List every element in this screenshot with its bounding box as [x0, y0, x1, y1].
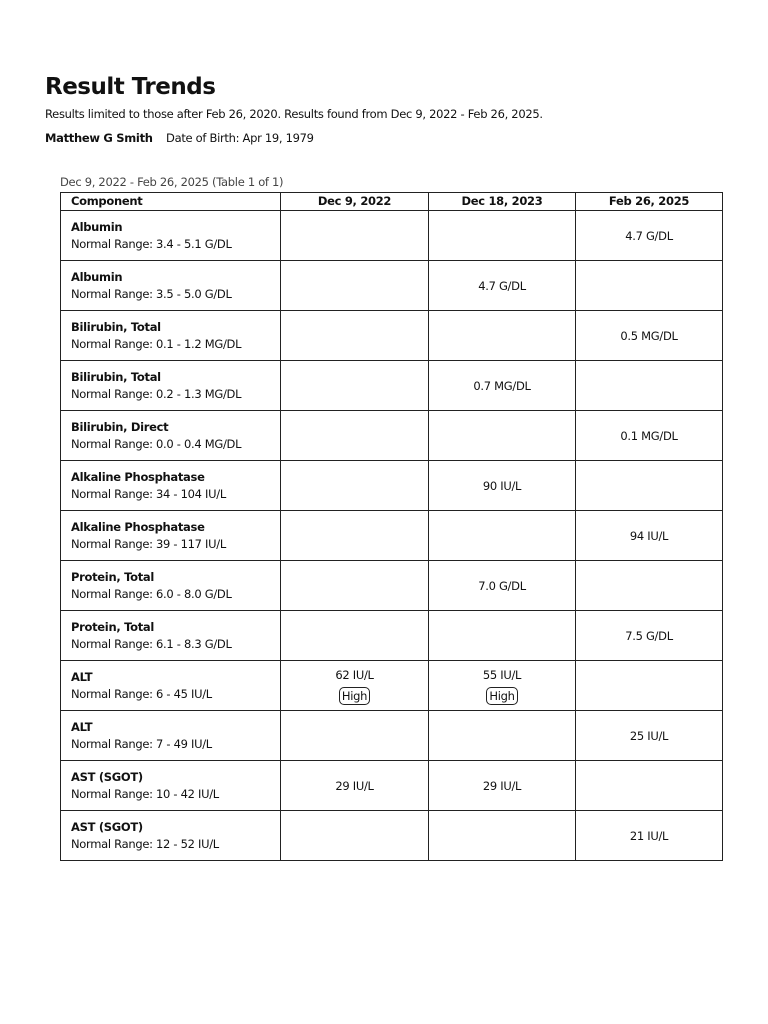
component-cell [61, 261, 281, 311]
result-cell [429, 511, 576, 561]
result-cell [576, 361, 723, 411]
header-date-2: Dec 18, 2023 [429, 193, 576, 211]
component-cell [61, 311, 281, 361]
component-cell [61, 411, 281, 461]
result-cell [576, 561, 723, 611]
table-row [61, 611, 723, 661]
result-cell [281, 461, 429, 511]
header-component: Component [61, 193, 281, 211]
normal-range: Normal Range: 0.2 - 1.3 MG/DL [71, 386, 242, 401]
patient-name: Matthew G Smith [45, 131, 153, 145]
result-cell [429, 811, 576, 861]
table-row [61, 311, 723, 361]
result-value: 4.7 G/DL [478, 278, 526, 293]
component-name: ALT [71, 719, 93, 734]
normal-range: Normal Range: 34 - 104 IU/L [71, 486, 226, 501]
result-value: 29 IU/L [482, 778, 522, 793]
result-cell [576, 261, 723, 311]
normal-range: Normal Range: 3.4 - 5.1 G/DL [71, 236, 232, 251]
result-cell [281, 811, 429, 861]
component-name: ALT [71, 669, 93, 684]
result-value: 0.1 MG/DL [620, 428, 678, 443]
high-flag-badge: High [486, 687, 517, 705]
result-cell [429, 711, 576, 761]
component-cell [61, 511, 281, 561]
result-value: 55 IU/L [482, 668, 522, 682]
normal-range: Normal Range: 10 - 42 IU/L [71, 786, 219, 801]
component-name: Bilirubin, Total [71, 369, 161, 384]
normal-range: Normal Range: 6.0 - 8.0 G/DL [71, 586, 232, 601]
result-cell [281, 361, 429, 411]
result-cell [281, 611, 429, 661]
result-value: 7.0 G/DL [478, 578, 526, 593]
result-value: 4.7 G/DL [625, 228, 673, 243]
normal-range: Normal Range: 3.5 - 5.0 G/DL [71, 286, 232, 301]
header-date-3: Feb 26, 2025 [576, 193, 723, 211]
result-value: 29 IU/L [335, 778, 374, 793]
component-name: Bilirubin, Direct [71, 419, 169, 434]
table-header-row [61, 193, 723, 211]
result-value: 90 IU/L [482, 478, 522, 493]
result-cell [281, 661, 429, 711]
result-cell [429, 461, 576, 511]
normal-range: Normal Range: 6 - 45 IU/L [71, 686, 212, 701]
component-cell [61, 211, 281, 261]
table-row [61, 561, 723, 611]
result-cell [429, 361, 576, 411]
result-cell [429, 611, 576, 661]
component-name: Albumin [71, 269, 123, 284]
result-value: 94 IU/L [629, 528, 669, 543]
component-cell [61, 611, 281, 661]
component-name: AST (SGOT) [71, 769, 143, 784]
high-flag-badge: High [339, 687, 370, 705]
result-cell [281, 411, 429, 461]
result-cell [281, 511, 429, 561]
result-value: 0.7 MG/DL [473, 378, 531, 393]
patient-dob: Date of Birth: Apr 19, 1979 [166, 131, 314, 145]
component-name: AST (SGOT) [71, 819, 143, 834]
result-value: 62 IU/L [335, 668, 374, 682]
result-cell [429, 761, 576, 811]
table-row [61, 511, 723, 561]
component-cell [61, 461, 281, 511]
table-row [61, 461, 723, 511]
result-cell [281, 261, 429, 311]
component-cell [61, 711, 281, 761]
normal-range: Normal Range: 39 - 117 IU/L [71, 536, 226, 551]
component-name: Bilirubin, Total [71, 319, 161, 334]
normal-range: Normal Range: 0.1 - 1.2 MG/DL [71, 336, 242, 351]
component-name: Alkaline Phosphatase [71, 469, 205, 484]
result-value: 7.5 G/DL [625, 628, 673, 643]
normal-range: Normal Range: 7 - 49 IU/L [71, 736, 212, 751]
component-name: Protein, Total [71, 569, 155, 584]
component-cell [61, 811, 281, 861]
result-cell [576, 461, 723, 511]
table-row [61, 661, 723, 711]
result-cell [576, 811, 723, 861]
result-cell [429, 561, 576, 611]
results-body [61, 211, 723, 861]
table-caption: Dec 9, 2022 - Feb 26, 2025 (Table 1 of 1) [60, 175, 284, 189]
result-cell [576, 761, 723, 811]
table-row [61, 761, 723, 811]
result-cell [429, 411, 576, 461]
component-name: Alkaline Phosphatase [71, 519, 205, 534]
component-cell [61, 561, 281, 611]
result-cell [576, 311, 723, 361]
header-date-1: Dec 9, 2022 [281, 193, 429, 211]
result-cell [429, 211, 576, 261]
result-cell [281, 711, 429, 761]
result-cell [281, 761, 429, 811]
result-cell [576, 411, 723, 461]
table-row [61, 361, 723, 411]
table-row [61, 211, 723, 261]
normal-range: Normal Range: 6.1 - 8.3 G/DL [71, 636, 232, 651]
result-cell [576, 211, 723, 261]
component-cell [61, 361, 281, 411]
component-cell [61, 761, 281, 811]
component-name: Albumin [71, 219, 123, 234]
result-value: 25 IU/L [629, 728, 669, 743]
normal-range: Normal Range: 12 - 52 IU/L [71, 836, 219, 851]
result-cell [429, 661, 576, 711]
result-cell [429, 311, 576, 361]
patient-info [45, 130, 314, 146]
result-cell [576, 711, 723, 761]
results-table [60, 192, 723, 861]
result-value: 0.5 MG/DL [620, 328, 678, 343]
results-limit-note: Results limited to those after Feb 26, 2020. Results found from Dec 9, 2022 - Feb 26, 2025. [45, 107, 543, 121]
table-row [61, 711, 723, 761]
result-cell [281, 311, 429, 361]
component-cell [61, 661, 281, 711]
normal-range: Normal Range: 0.0 - 0.4 MG/DL [71, 436, 242, 451]
result-cell [576, 611, 723, 661]
result-cell [576, 511, 723, 561]
table-row [61, 411, 723, 461]
table-row [61, 811, 723, 861]
component-name: Protein, Total [71, 619, 155, 634]
result-value: 21 IU/L [629, 828, 669, 843]
table-row [61, 261, 723, 311]
result-cell [576, 661, 723, 711]
page-title: Result Trends [45, 74, 216, 100]
result-cell [281, 561, 429, 611]
result-cell [281, 211, 429, 261]
result-cell [429, 261, 576, 311]
